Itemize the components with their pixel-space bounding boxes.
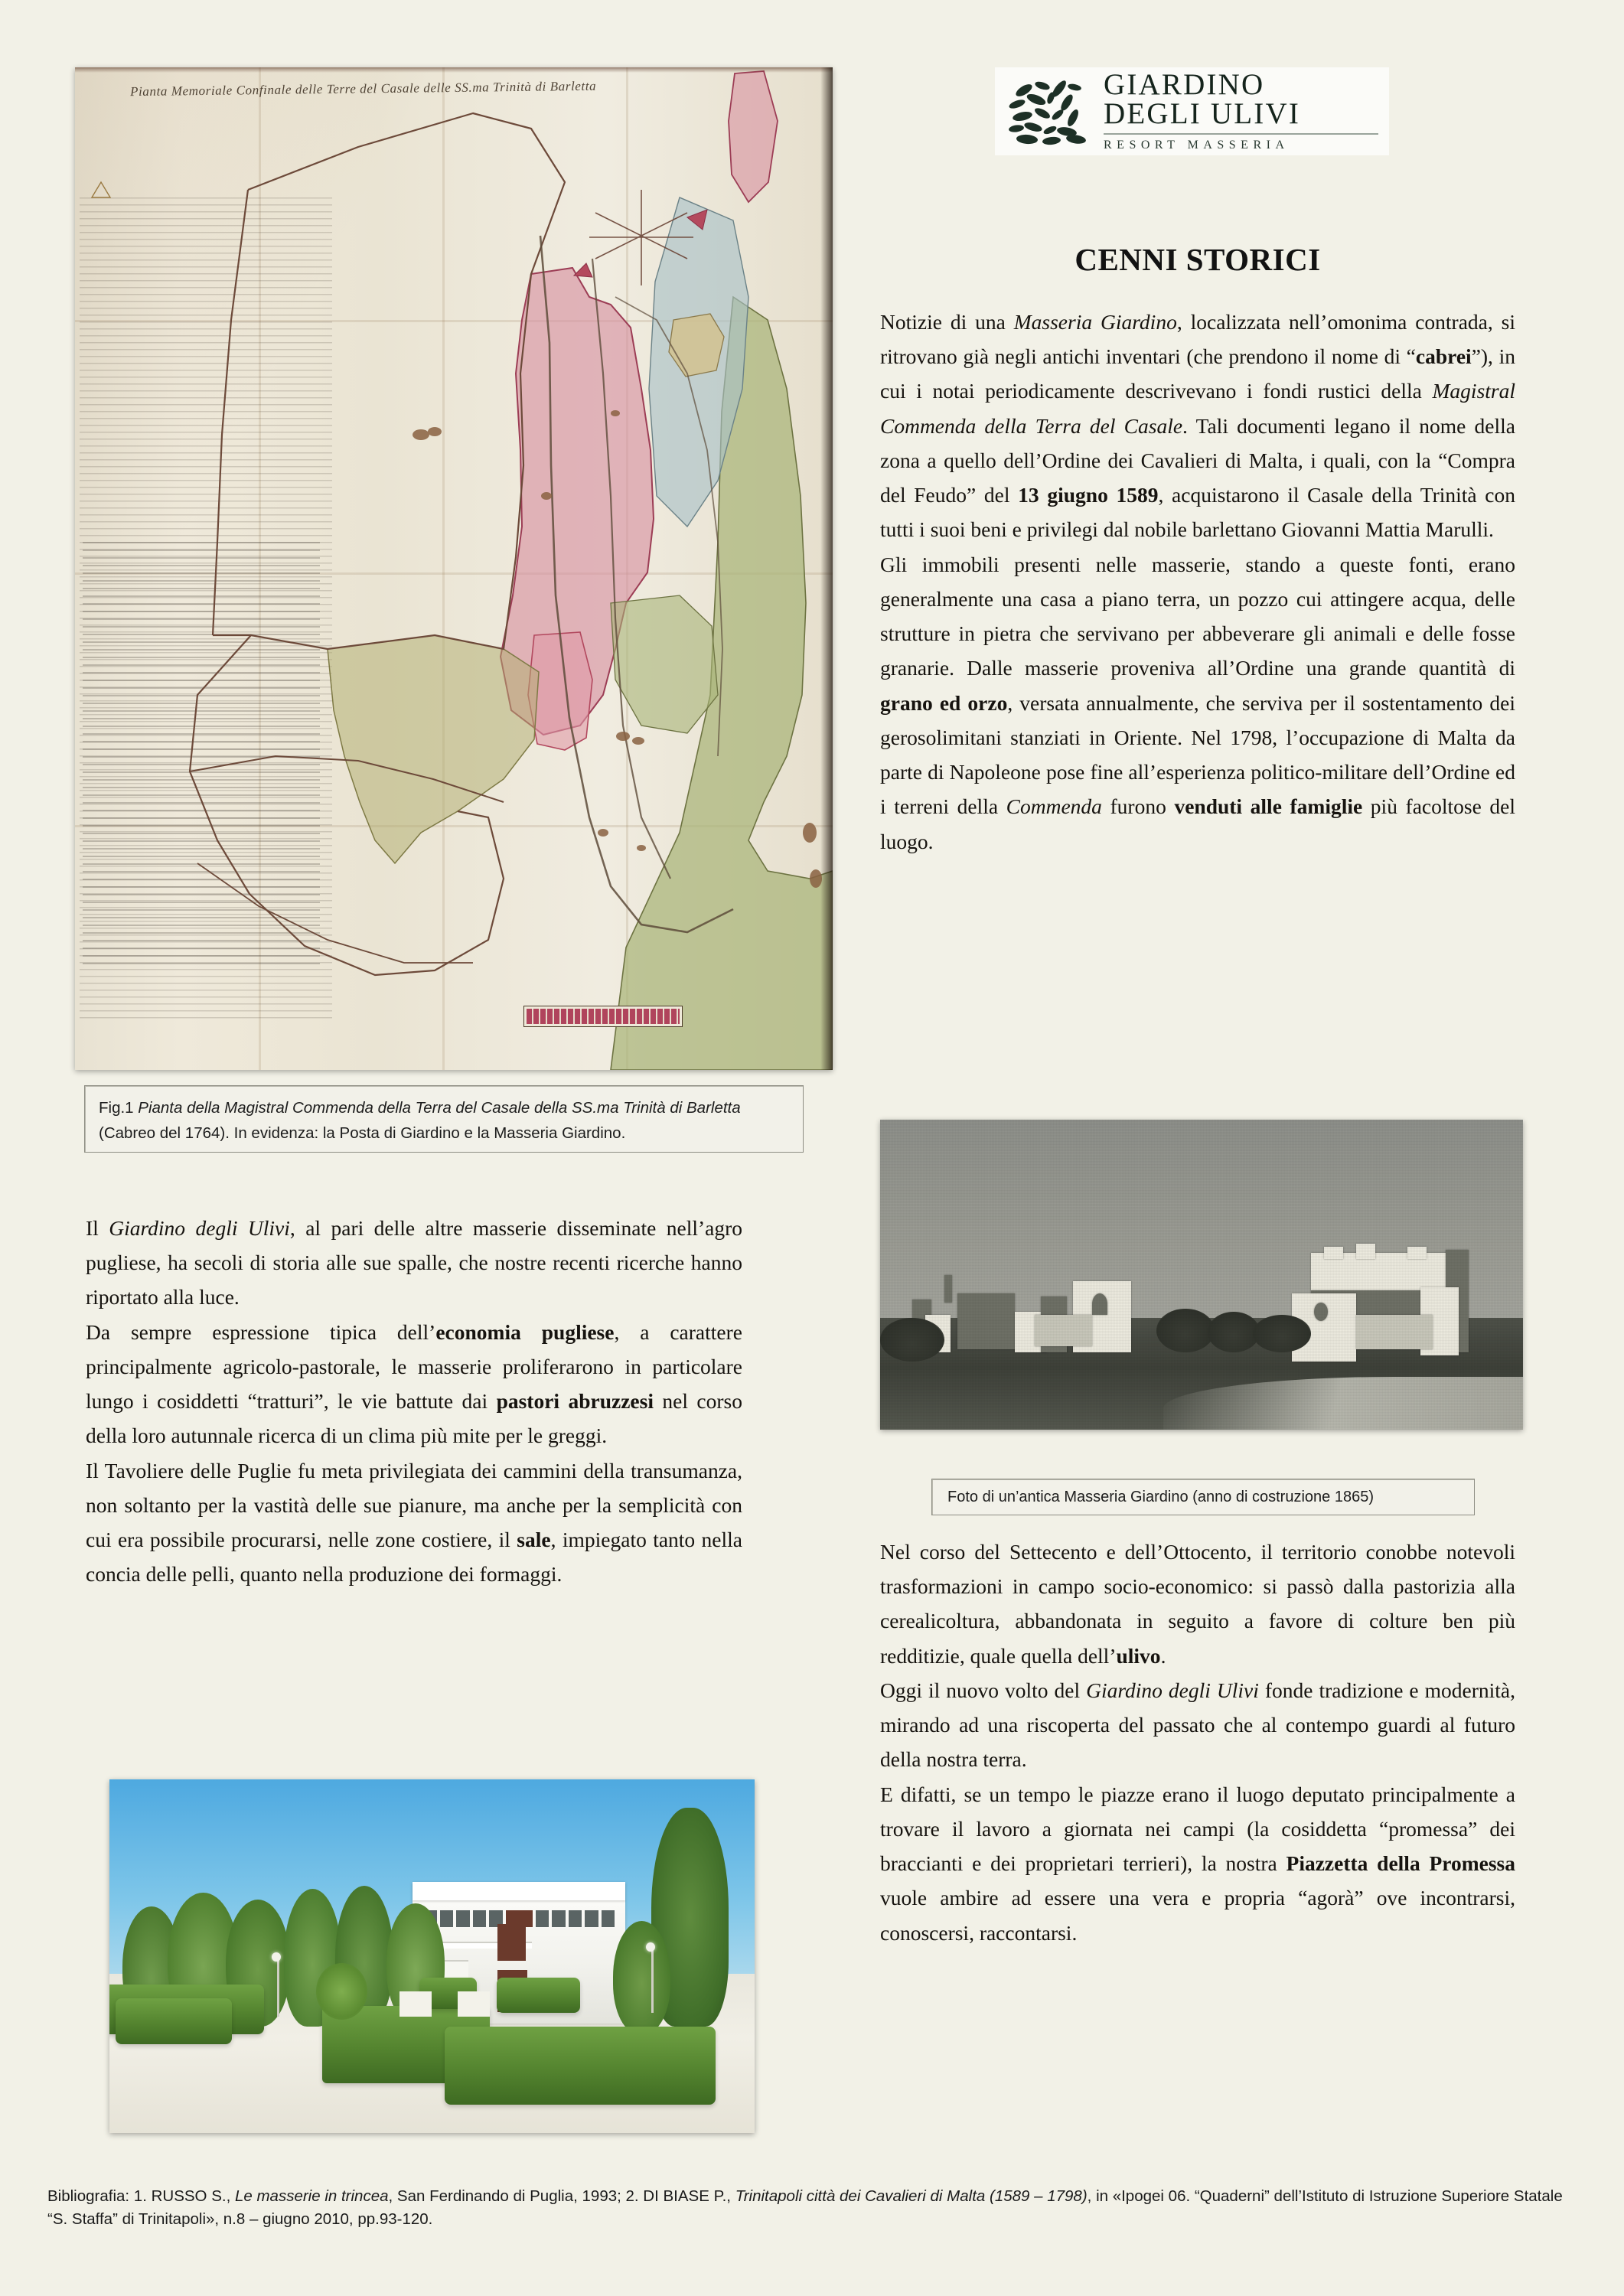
map-parcels-drawing [75, 67, 833, 1070]
figure-1-caption [84, 1085, 804, 1153]
planter [399, 1991, 432, 2016]
page-title-cenni-storici: CENNI STORICI [1075, 242, 1321, 277]
brand-logo [995, 67, 1389, 155]
left-column-text-block [86, 1211, 742, 1592]
map-parchment [75, 67, 833, 1070]
figure-1-caption-title: Pianta della Magistral Commenda della Terra del Casale della SS.ma Trinità di Barletta [138, 1099, 741, 1117]
figure-1-caption-rest: (Cabreo del 1764). In evidenza: la Posta di Giardino e la Masseria Giardino. [99, 1124, 626, 1143]
paragraph-oggi: Oggi il nuovo volto del Giardino degli Ulivi fonde tradizione e modernità, mirando ad una riscoperta del passato che al contempo guardi al futuro della nostra terra. [880, 1678, 1515, 1772]
photo-historic-caption-text: Foto di un’antica Masseria Giardino (anno di costruzione 1865) [947, 1488, 1374, 1505]
photo-resort-garden [109, 1779, 755, 2133]
paragraph-settecento: Nel corso del Settecento e dell’Ottocento, il territorio conobbe notevoli trasformazioni in campo socio-economico: si passò dalla pastorizia alla cerealicoltura, abbandonata in seguito a favore di colture ben più redditizie, quale quella dell’ulivo. [880, 1540, 1515, 1668]
right-column-text-block-1 [880, 305, 1515, 859]
paragraph-giardino-ulivi: Il Giardino degli Ulivi, al pari delle altre masserie disseminate nell’agro pugliese, ha secoli di storia alle sue spalle, che nostre recenti ricerche hanno riportato alla luce. [86, 1216, 742, 1309]
planter [458, 1991, 490, 2016]
logo-line-1: GIARDINO [1104, 68, 1265, 102]
right-column-text-block-2 [880, 1534, 1515, 1950]
map-scale-bar [523, 1006, 683, 1027]
bibliography: Bibliografia: 1. RUSSO S., Le masserie in trincea, San Ferdinando di Puglia, 1993; 2. DI BIASE P., Trinitapoli città dei Cavalieri di Malta (1589 – 1798), in «Ipogei 06. “Quaderni” dell’Istituto di Istruzione Superiore Statale “S. Staffa” di Trinitapoli», n.8 – giugno 2010, pp.93-120. [47, 2187, 1563, 2228]
photo-historic-caption [931, 1479, 1475, 1515]
paragraph-immobili: Gli immobili presenti nelle masserie, stando a queste fonti, erano generalmente una casa a piano terra, un pozzo cui attingere acqua, delle strutture in pietra che servivano per abbeverare gli animali e delle fosse granarie. Dalle masserie proveniva all’Ordine una grande quantità di grano ed orzo, versata annualmente, che serviva per il sostentamento dei gerosolimitani stanziati in Oriente. Nel 1798, l’occupazione di Malta da parte di Napoleone pose fine all’esperienza politico-militare dell’Ordine ed i terreni della Commenda furono venduti alle famiglie più facoltose del luogo. [880, 552, 1515, 853]
figure-1-antique-map [75, 67, 833, 1070]
paragraph-tavoliere: Il Tavoliere delle Puglie fu meta privilegiata dei cammini della transumanza, non soltanto per la vastità delle sue pianure, ma anche per la semplicità con cui era possibile procurarsi, nelle zone costiere, il sale, impiegato tanto nella concia delle pelli, quanto nella produzione dei formaggi. [86, 1458, 742, 1587]
logo-line-2: DEGLI ULIVI [1104, 97, 1301, 131]
paragraph-notizie: Notizie di una Masseria Giardino, localizzata nell’omonima contrada, si ritrovano già negli antichi inventari (che prendono il nome di “cabrei”), in cui i notai periodicamente descrivevano i fondi rustici della Magistral Commenda della Terra del Casale. Tali documenti legano il nome della zona a quello dell’Ordine dei Cavalieri di Malta, i quali, con la “Compra del Feudo” del 13 giugno 1589, acquistarono il Casale della Trinità con tutti i suoi beni e privilegi dal nobile barlettano Giovanni Mattia Marulli. [880, 310, 1516, 542]
figure-1-caption-label: Fig.1 [99, 1099, 139, 1117]
olive-leaves-icon [1006, 75, 1096, 148]
photo-historic-masseria [880, 1120, 1523, 1430]
logo-divider [1104, 133, 1378, 135]
map-script-title: Pianta Memoriale Confinale delle Terre del Casale delle SS.ma Trinità di Barletta [129, 78, 597, 99]
paragraph-economia: Da sempre espressione tipica dell’economia pugliese, a carattere principalmente agricolo-pastorale, le masserie proliferarono in particolare lungo i cosiddetti “tratturi”, le vie battute dai pastori abruzzesi nel corso della loro autunnale ricerca di un clima più mite per le greggi. [86, 1319, 742, 1448]
paragraph-piazzetta: E difatti, se un tempo le piazze erano il luogo deputato principalmente a trovare il lavoro a giornata nei campi (la cosiddetta “promessa” dei braccianti e dei proprietari terrieri), la nostra Piazzetta della Promessa vuole ambire ad essere una vera e propria “agorà” ove incontrarsi, conoscersi, raccontarsi. [880, 1782, 1515, 1945]
logo-line-3: RESORT MASSERIA [1104, 138, 1290, 152]
